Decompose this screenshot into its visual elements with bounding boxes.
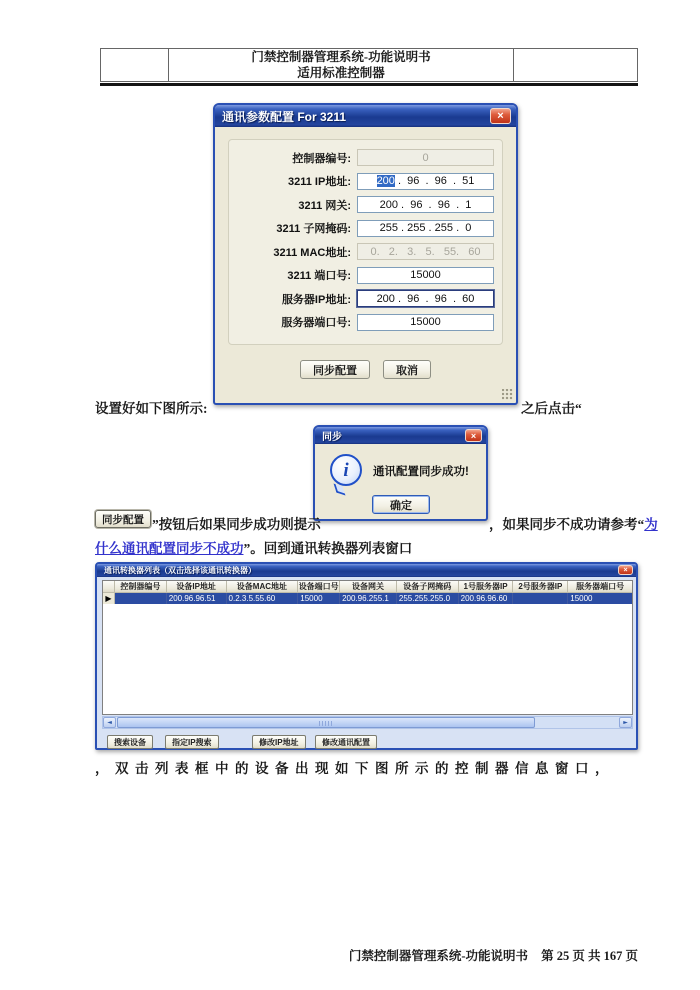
- doc-header-empty-left: [101, 49, 169, 81]
- para-text-3: ”。回到通讯转换器列表窗口: [243, 541, 413, 556]
- info-i-glyph: i: [343, 459, 349, 481]
- cell-device-ip: 200.96.96.51: [167, 593, 227, 604]
- sync-dialog: [313, 425, 488, 521]
- para-text-1: ”按钮后如果同步成功则提示: [152, 517, 321, 532]
- list-window-titlebar: [97, 564, 636, 577]
- col-controller-no: 控制器编号: [115, 581, 167, 593]
- server-port-field[interactable]: 15000: [357, 314, 494, 331]
- col-device-mac: 设备MAC地址: [227, 581, 299, 593]
- search-by-ip-button[interactable]: 指定IP搜索: [165, 735, 219, 749]
- resize-grip[interactable]: [502, 389, 513, 400]
- text-set-as-shown: 设置好如下图所示:: [95, 401, 208, 416]
- inline-sync-button-image: 同步配置: [95, 510, 151, 528]
- config-dialog: [213, 103, 518, 405]
- para-text-2a: ，如果同步不成功请参考“: [489, 517, 645, 532]
- col-device-port: 设备端口号: [298, 582, 339, 591]
- troubleshoot-link-start[interactable]: 为: [644, 517, 658, 532]
- server-ip-field[interactable]: 200 . 96 . 96 . 60: [357, 290, 494, 307]
- sync-dialog-title: 同步: [322, 432, 342, 443]
- col-server2-ip: 2号服务器IP: [513, 581, 568, 593]
- modify-comm-config-button[interactable]: 修改通讯配置: [315, 735, 377, 749]
- footer-page-number: 第 25 页 共 167 页: [541, 949, 638, 963]
- subnet-mask-label: 3211 子网掩码:: [276, 223, 351, 236]
- mac-address-label: 3211 MAC地址:: [273, 246, 351, 259]
- grid-header-row: [103, 581, 632, 593]
- ip-rest-text: . 96 . 96 . 51: [394, 175, 475, 188]
- para-text-2: [489, 513, 658, 533]
- cell-server2-ip: [513, 593, 568, 604]
- cancel-button[interactable]: 取消: [383, 360, 431, 379]
- info-icon: [330, 454, 362, 486]
- doc-title-line1: 门禁控制器管理系统-功能说明书: [251, 50, 431, 64]
- close-icon[interactable]: ×: [465, 429, 482, 442]
- server-ip-label: 服务器IP地址:: [281, 293, 351, 306]
- sync-dialog-titlebar: [315, 427, 486, 444]
- page-footer: [339, 946, 638, 964]
- config-fields-group: [228, 139, 503, 345]
- close-icon[interactable]: ×: [618, 565, 633, 575]
- grid-selector-header: [103, 581, 115, 593]
- doc-header-table: [100, 48, 638, 82]
- footer-doc-title: 门禁控制器管理系统-功能说明书: [348, 949, 528, 963]
- para-line-2: [95, 537, 412, 557]
- config-dialog-titlebar: [215, 105, 516, 127]
- ok-button[interactable]: 确定: [372, 495, 430, 514]
- text-double-click-hint: ，双击列表框中的设备出现如下图所示的控制器信息窗口，: [95, 761, 615, 776]
- troubleshoot-link-rest[interactable]: 什么通讯配置同步不成功: [95, 541, 244, 556]
- sync-config-button[interactable]: 同步配置: [300, 360, 370, 379]
- list-window-client: [97, 577, 636, 748]
- scrollbar-track[interactable]: [116, 716, 619, 729]
- doc-title-line2: 适用标准控制器: [297, 66, 385, 80]
- controller-no-label: 控制器编号:: [292, 152, 351, 165]
- list-window-title: 通讯转换器列表（双击选择该通讯转换器）: [104, 566, 256, 575]
- scroll-left-icon[interactable]: ◄: [103, 717, 116, 728]
- gateway-field[interactable]: 200 . 96 . 96 . 1: [357, 196, 494, 213]
- mac-address-field: 0. 2. 3. 5. 55. 60: [357, 243, 494, 260]
- search-device-button[interactable]: 搜索设备: [107, 735, 153, 749]
- cell-controller-no: [115, 593, 167, 604]
- scrollbar-thumb[interactable]: [117, 717, 535, 728]
- col-device-ip: 设备IP地址: [167, 581, 227, 593]
- gateway-label: 3211 网关:: [298, 199, 351, 212]
- ip-address-label: 3211 IP地址:: [288, 176, 351, 189]
- port-field[interactable]: 15000: [357, 267, 494, 284]
- device-row-selected[interactable]: [103, 593, 632, 604]
- doc-header-title: [169, 49, 514, 81]
- device-grid: [102, 580, 633, 715]
- config-dialog-title: 通讯参数配置 For 3211: [222, 109, 347, 124]
- subnet-mask-field[interactable]: 255 . 255 . 255 . 0: [357, 220, 494, 237]
- controller-no-field: 0: [357, 149, 494, 166]
- modify-ip-button[interactable]: 修改IP地址: [252, 735, 306, 749]
- col-device-gateway: 设备网关: [340, 581, 397, 593]
- list-button-bar: [102, 735, 633, 751]
- ip-address-field[interactable]: [357, 173, 494, 190]
- col-server-port: 服务器端口号: [568, 581, 632, 593]
- col-subnet-mask: 设备子网掩码: [397, 581, 459, 593]
- col-server1-ip: 1号服务器IP: [459, 581, 514, 593]
- sync-success-message: 通讯配置同步成功!: [373, 466, 469, 478]
- row-selector-arrow: ▶: [103, 593, 115, 604]
- cell-device-mac: 0.2.3.5.55.60: [227, 593, 299, 604]
- doc-header-rule: [100, 83, 638, 86]
- cell-subnet-mask: 255.255.255.0: [397, 593, 459, 604]
- selected-text: 200: [376, 175, 395, 188]
- doc-header-empty-right: [514, 49, 637, 81]
- scroll-right-icon[interactable]: ►: [619, 717, 632, 728]
- cell-server-port: 15000: [570, 594, 593, 603]
- close-icon[interactable]: ×: [490, 108, 511, 124]
- cell-device-gateway: 200.96.255.1: [340, 593, 397, 604]
- horizontal-scrollbar[interactable]: [102, 716, 633, 729]
- port-label: 3211 端口号:: [287, 270, 351, 283]
- converter-list-window: [95, 562, 638, 750]
- cell-device-port: 15000: [298, 593, 340, 604]
- cell-server1-ip: 200.96.96.60: [459, 593, 514, 604]
- server-port-label: 服务器端口号:: [281, 317, 351, 330]
- text-then-click: 之后点击“: [521, 401, 582, 416]
